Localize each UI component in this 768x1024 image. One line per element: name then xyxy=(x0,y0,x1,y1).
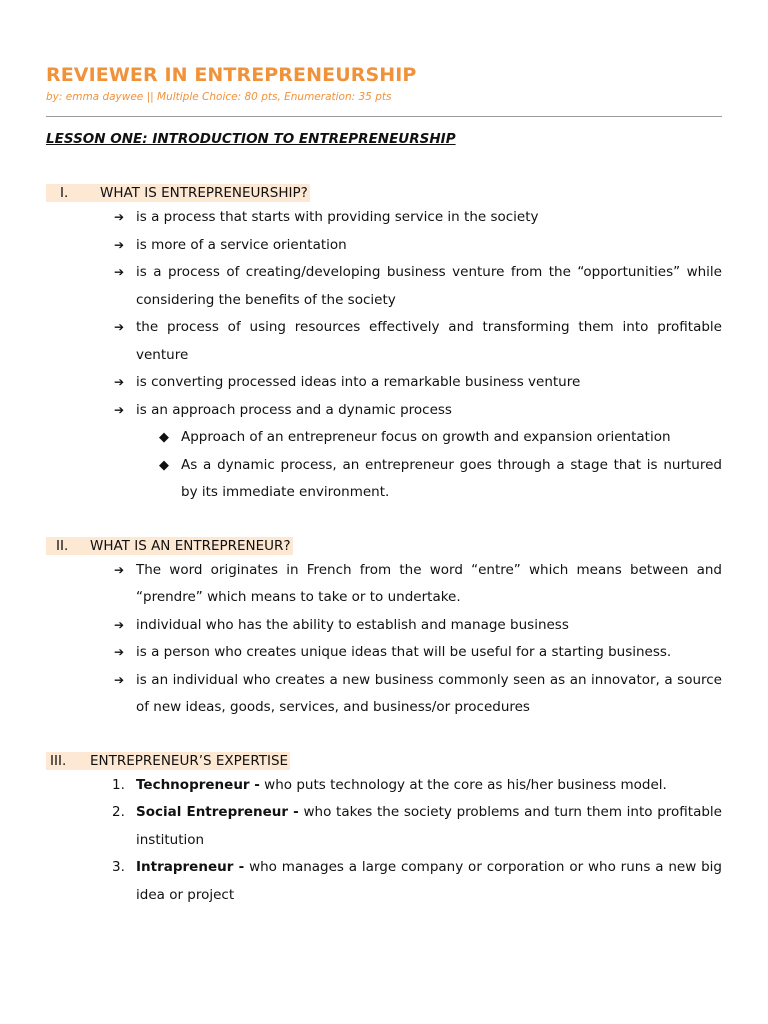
list-item-text: is more of a service orientation xyxy=(136,236,347,253)
numbered-item xyxy=(46,799,722,854)
section-title: WHAT IS ENTREPRENEURSHIP? xyxy=(100,185,308,201)
list-item-text: the process of using resources effectively and transforming them into profitable venture xyxy=(136,319,722,363)
section-title: ENTREPRENEUR’S EXPERTISE xyxy=(90,752,289,769)
item-number: 2. xyxy=(112,804,125,820)
item-description: who takes the society problems and turn them into profitable institution xyxy=(136,804,722,848)
section-title: WHAT IS AN ENTREPRENEUR? xyxy=(90,537,291,554)
lesson-title: LESSON ONE: INTRODUCTION TO ENTREPRENEURSHIP xyxy=(46,131,456,147)
document-title: REVIEWER IN ENTREPRENEURSHIP xyxy=(46,64,417,86)
document-byline: by: emma daywee || Multiple Choice: 80 pts, Enumeration: 35 pts xyxy=(46,91,392,103)
sub-list-item-text: As a dynamic process, an entrepreneur goes through a stage that is nurtured by its immediate environment. xyxy=(181,456,722,500)
sub-list-item xyxy=(46,452,722,507)
item-description: who puts technology at the core as his/her business model. xyxy=(259,776,667,793)
numbered-list xyxy=(46,772,722,910)
arrow-bullet-icon: ➔ xyxy=(114,210,125,224)
section-numeral: III. xyxy=(46,752,90,770)
section-heading xyxy=(46,184,722,202)
list-item xyxy=(46,232,722,260)
item-number: 1. xyxy=(112,776,125,793)
numbered-item xyxy=(46,854,722,909)
list-item-text: is an approach process and a dynamic process xyxy=(136,401,452,418)
item-number: 3. xyxy=(112,859,125,875)
sub-list-item-text: Approach of an entrepreneur focus on growth and expansion orientation xyxy=(181,429,671,445)
section-what-is-entrepreneurship xyxy=(46,184,722,507)
list-item xyxy=(46,314,722,369)
item-term: Intrapreneur - xyxy=(136,859,245,875)
diamond-bullet-icon: ◆ xyxy=(159,457,169,473)
section-what-is-an-entrepreneur xyxy=(46,537,722,722)
arrow-bullet-icon: ➔ xyxy=(114,645,125,659)
arrow-bullet-icon: ➔ xyxy=(114,320,125,334)
item-description: who manages a large company or corporation or who runs a new big idea or project xyxy=(136,859,722,903)
list-item xyxy=(46,667,722,722)
arrow-bullet-icon: ➔ xyxy=(114,617,125,632)
list-item-text: is an individual who creates a new business commonly seen as an innovator, a source of new ideas, goods, services, and business/or procedures xyxy=(136,671,722,715)
numbered-item xyxy=(46,772,722,800)
list-item-text: is a process that starts with providing service in the society xyxy=(136,209,539,225)
arrow-bullet-icon: ➔ xyxy=(114,375,125,389)
bullet-list xyxy=(46,557,722,722)
list-item xyxy=(46,259,722,314)
list-item xyxy=(46,557,722,612)
arrow-bullet-icon: ➔ xyxy=(114,402,125,417)
section-entrepreneurs-expertise xyxy=(46,752,722,910)
list-item xyxy=(46,204,722,232)
list-item-text: individual who has the ability to establish and manage business xyxy=(136,616,569,633)
diamond-bullet-icon: ◆ xyxy=(159,430,169,445)
arrow-bullet-icon: ➔ xyxy=(114,672,125,687)
list-item xyxy=(46,612,722,640)
section-numeral: II. xyxy=(46,537,90,555)
list-item-text: is a process of creating/developing business venture from the “opportunities” while considering the benefits of the society xyxy=(136,264,722,308)
header-divider xyxy=(46,116,722,117)
section-numeral: I. xyxy=(46,184,100,202)
item-term: Social Entrepreneur - xyxy=(136,804,299,820)
list-item xyxy=(46,397,722,425)
list-item-text: is a person who creates unique ideas that will be useful for a starting business. xyxy=(136,644,672,660)
sub-bullet-list xyxy=(46,424,722,507)
arrow-bullet-icon: ➔ xyxy=(114,237,125,252)
list-item-text: is converting processed ideas into a remarkable business venture xyxy=(136,374,581,390)
list-item xyxy=(46,639,722,667)
arrow-bullet-icon: ➔ xyxy=(114,265,125,279)
list-item-text: The word originates in French from the word “entre” which means between and “prendre” which means to take or to undertake. xyxy=(136,561,722,605)
document-page xyxy=(46,64,722,909)
sub-list-item xyxy=(46,424,722,452)
section-heading xyxy=(46,537,722,555)
list-item xyxy=(46,369,722,397)
arrow-bullet-icon: ➔ xyxy=(114,562,125,577)
bullet-list xyxy=(46,204,722,424)
item-term: Technopreneur - xyxy=(136,776,260,793)
section-heading xyxy=(46,752,722,770)
